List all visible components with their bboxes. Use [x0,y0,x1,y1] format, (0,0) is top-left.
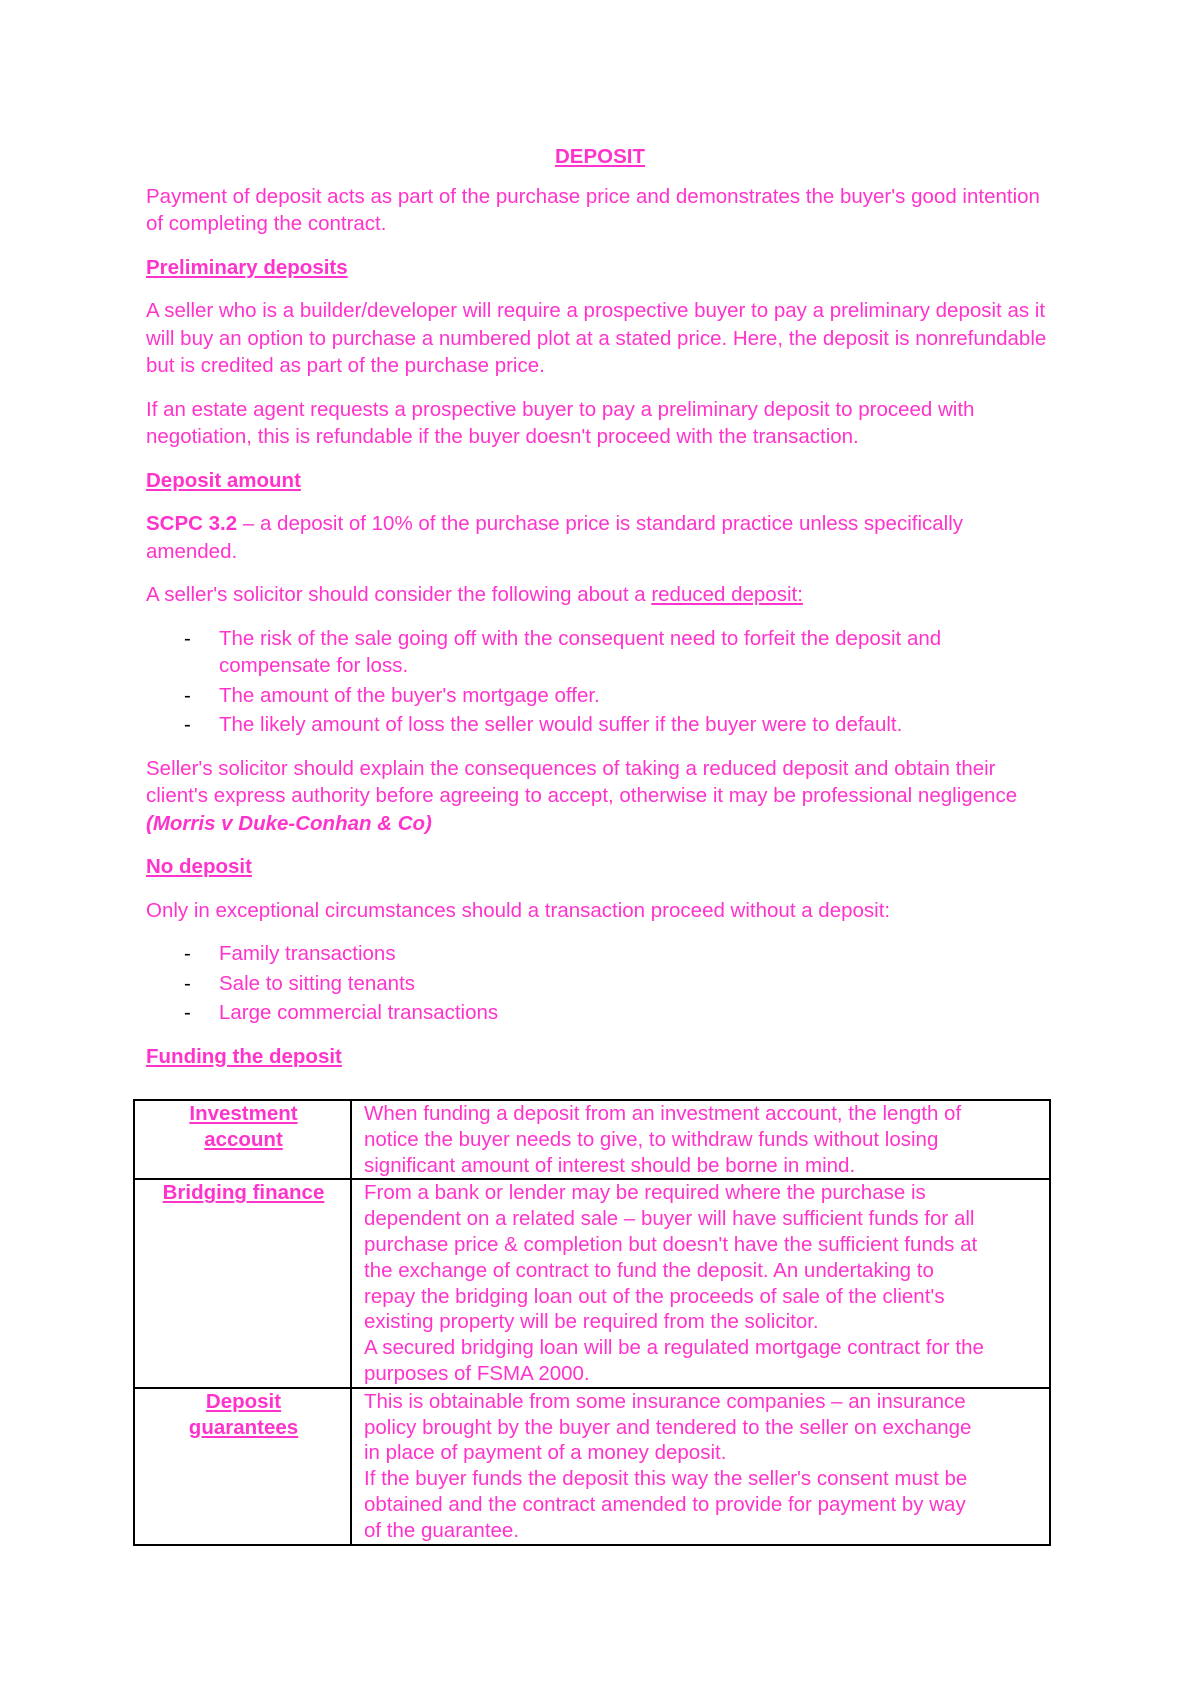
list-item [184,711,1054,739]
text-line: significant amount of interest should be borne in mind. [364,1153,856,1177]
funding-heading: Funding the deposit [146,1044,342,1068]
no-deposit-list [146,940,1054,1027]
explain-text: Seller's solicitor should explain the consequences of taking a reduced deposit and obtain their client's express authority before agreeing to accept, otherwise it may be professional negligence [146,756,1018,807]
row-text-deposit-guarantees [351,1388,1050,1545]
list-item [184,940,1054,968]
dash-bullet: - [184,713,191,736]
row-text-investment-account [351,1100,1050,1179]
reduced-deposit-list [146,625,1054,739]
label-line: Investment [189,1102,298,1125]
list-item [184,970,1054,998]
label-line: account [204,1127,283,1151]
table-row [134,1179,1050,1387]
label-line: Deposit [205,1389,282,1413]
text-line: If the buyer funds the deposit this way the seller's consent must be [364,1467,968,1491]
no-deposit-intro: Only in exceptional circumstances should a transaction proceed without a deposit: [146,898,891,922]
text-line: dependent on a related sale – buyer will have sufficient funds for all [364,1207,975,1231]
dash-bullet: - [184,626,191,650]
text-line: From a bank or lender may be required where the purchase is [364,1181,926,1205]
preliminary-paragraph-1: A seller who is a builder/developer will require a prospective buyer to pay a preliminary deposit as it will buy an option to purchase a numbered plot at a stated price. Here, the deposit is nonrefundable but is credited as part of the purchase price. [146,299,1047,377]
text-line: repay the bridging loan out of the proceeds of sale of the client's [364,1284,945,1308]
text-line: obtained and the contract amended to provide for payment by way [364,1492,966,1516]
case-citation: (Morris v Duke-Conhan & Co) [146,811,432,835]
document-title: DEPOSIT [555,145,645,168]
text-line: in place of payment of a money deposit. [364,1441,727,1465]
text-line: purposes of FSMA 2000. [364,1361,590,1385]
preliminary-deposits-heading: Preliminary deposits [146,255,348,279]
text-line: purchase price & completion but doesn't have the sufficient funds at [364,1232,978,1256]
reduced-deposit-term: reduced deposit: [651,583,803,606]
explain-paragraph [146,755,1054,838]
row-label-bridging-finance [134,1179,351,1387]
row-label-investment-account [134,1100,351,1179]
list-item-text: The likely amount of loss the seller would suffer if the buyer were to default. [219,713,903,736]
label-line: guarantees [188,1415,299,1439]
document-page [146,143,1054,1086]
scpc-text: – a deposit of 10% of the purchase price is standard practice unless specifically amended. [146,512,964,563]
row-text-bridging-finance [351,1179,1050,1387]
text-line: A secured bridging loan will be a regulated mortgage contract for the [364,1336,984,1360]
text-line: of the guarantee. [364,1518,520,1542]
label-line: Bridging finance [162,1181,325,1205]
text-line: This is obtainable from some insurance companies – an insurance [364,1389,966,1413]
scpc-reference: SCPC 3.2 [146,512,238,535]
text-line: the exchange of contract to fund the deposit. An undertaking to [364,1258,934,1282]
list-item [184,625,1054,680]
dash-bullet: - [184,1001,191,1024]
text-line: When funding a deposit from an investment account, the length of [364,1102,962,1125]
reduced-deposit-paragraph [146,581,1054,609]
funding-table [133,1099,1051,1546]
dash-bullet: - [184,971,191,995]
table-row [134,1100,1050,1179]
scpc-paragraph [146,510,1054,565]
list-item-text: The amount of the buyer's mortgage offer. [219,683,600,707]
list-item-text: Sale to sitting tenants [219,971,416,995]
intro-paragraph: Payment of deposit acts as part of the purchase price and demonstrates the buyer's good intention of completing the contract. [146,184,1040,235]
consider-prefix: A seller's solicitor should consider the following about a [146,583,652,606]
table-row [134,1388,1050,1545]
list-item-text: The risk of the sale going off with the consequent need to forfeit the deposit and compensate for loss. [219,626,942,677]
list-item-text: Large commercial transactions [219,1001,499,1024]
preliminary-paragraph-2: If an estate agent requests a prospective buyer to pay a preliminary deposit to proceed with negotiation, this is refundable if the buyer doesn't proceed with the transaction. [146,397,975,448]
text-line: notice the buyer needs to give, to withdraw funds without losing [364,1127,939,1151]
text-line: existing property will be required from the solicitor. [364,1310,819,1334]
no-deposit-heading: No deposit [146,855,252,878]
dash-bullet: - [184,942,191,965]
list-item-text: Family transactions [219,942,396,965]
deposit-amount-heading: Deposit amount [146,468,301,492]
list-item [184,999,1054,1027]
row-label-deposit-guarantees [134,1388,351,1545]
text-line: policy brought by the buyer and tendered to the seller on exchange [364,1415,972,1439]
dash-bullet: - [184,683,191,707]
list-item [184,682,1054,710]
